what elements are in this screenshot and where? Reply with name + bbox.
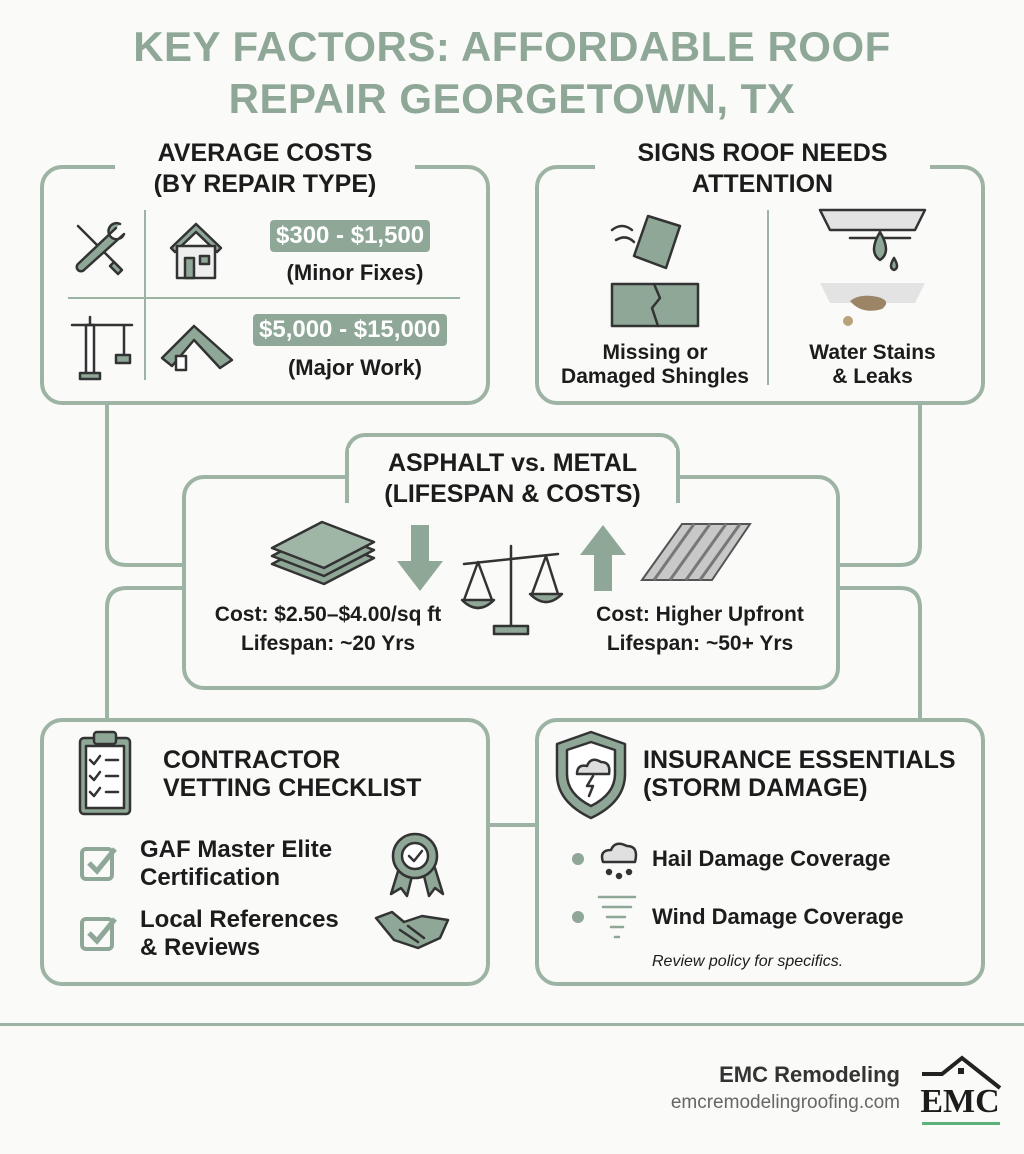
footer-company: EMC Remodeling — [719, 1062, 900, 1087]
damaged-shingles-icon — [610, 280, 700, 330]
heading-line: AVERAGE COSTS — [157, 139, 373, 167]
item-line: GAF Master Elite — [140, 836, 333, 863]
house-icon — [165, 220, 227, 280]
signs-heading — [595, 138, 930, 200]
checklist-item-references — [140, 906, 339, 962]
heading-line: (BY REPAIR TYPE) — [153, 170, 377, 198]
insurance-item-hail: Hail Damage Coverage — [652, 846, 891, 871]
balance-scale-icon — [458, 540, 564, 640]
metal-lifespan: Lifespan: ~50+ Yrs — [606, 632, 794, 655]
damaged-house-icon — [158, 320, 238, 375]
heading-line: ATTENTION — [691, 170, 834, 198]
sign-line: Missing or — [602, 341, 708, 364]
contractor-heading — [163, 746, 421, 802]
checkbox-checked-icon — [80, 843, 120, 883]
water-drop-icon — [820, 210, 925, 280]
storm-shield-icon — [553, 730, 629, 820]
asphalt-shingles-icon — [262, 518, 382, 588]
up-arrow-icon — [580, 525, 626, 591]
checkbox-checked-icon — [80, 913, 120, 953]
heading-line: (STORM DAMAGE) — [643, 774, 868, 802]
title-line-2: REPAIR GEORGETOWN, TX — [228, 75, 796, 122]
heading-line: (LIFESPAN & COSTS) — [384, 480, 641, 508]
handshake-icon — [374, 908, 450, 952]
item-line: Certification — [140, 864, 281, 891]
tornado-icon — [597, 893, 637, 945]
blown-shingle-icon — [608, 210, 698, 270]
sign-line: Water Stains — [809, 341, 936, 364]
asphalt-cost: Cost: $2.50–$4.00/sq ft — [214, 603, 442, 626]
insurance-heading — [643, 746, 956, 802]
footer-divider — [0, 1023, 1024, 1026]
average-costs-heading — [115, 138, 415, 200]
clipboard-checklist-icon — [78, 730, 134, 816]
materials-heading — [349, 448, 676, 512]
heading-line: SIGNS ROOF NEEDS — [637, 139, 888, 167]
heading-line: VETTING CHECKLIST — [163, 774, 422, 802]
sign-line: & Leaks — [832, 365, 913, 388]
insurance-note: Review policy for specifics. — [652, 953, 844, 970]
price-minor: $300 - $1,500 — [270, 220, 430, 252]
heading-line: CONTRACTOR — [163, 746, 341, 774]
heading-line: ASPHALT vs. METAL — [387, 449, 638, 477]
metal-cost: Cost: Higher Upfront — [596, 603, 804, 626]
award-badge-icon — [385, 832, 440, 898]
price-major: $5,000 - $15,000 — [253, 314, 447, 346]
signs-divider — [0, 0, 1, 1]
item-line: & Reviews — [140, 934, 261, 961]
checklist-item-gaf — [140, 836, 332, 892]
metal-roof-icon — [642, 520, 752, 584]
item-line: Local References — [140, 906, 339, 933]
bullet-icon — [572, 853, 584, 865]
label-major: (Major Work) — [287, 355, 423, 380]
crane-icon — [72, 315, 134, 381]
footer-website[interactable]: emcremodelingroofing.com — [670, 1092, 900, 1113]
heading-line: INSURANCE ESSENTIALS — [643, 746, 956, 774]
sign-line: Damaged Shingles — [561, 365, 749, 388]
asphalt-lifespan: Lifespan: ~20 Yrs — [240, 632, 416, 655]
bullet-icon — [572, 911, 584, 923]
label-minor: (Minor Fixes) — [286, 260, 424, 285]
sign-water — [775, 341, 970, 389]
water-stain-icon — [820, 283, 925, 328]
hail-cloud-icon — [597, 840, 639, 884]
title-line-1: KEY FACTORS: AFFORDABLE ROOF — [133, 23, 891, 70]
insurance-item-wind: Wind Damage Coverage — [652, 904, 904, 929]
tools-icon — [70, 218, 130, 278]
down-arrow-icon — [397, 525, 443, 591]
emc-logo-text: EMC — [920, 1083, 1000, 1120]
sign-shingles — [550, 341, 760, 389]
